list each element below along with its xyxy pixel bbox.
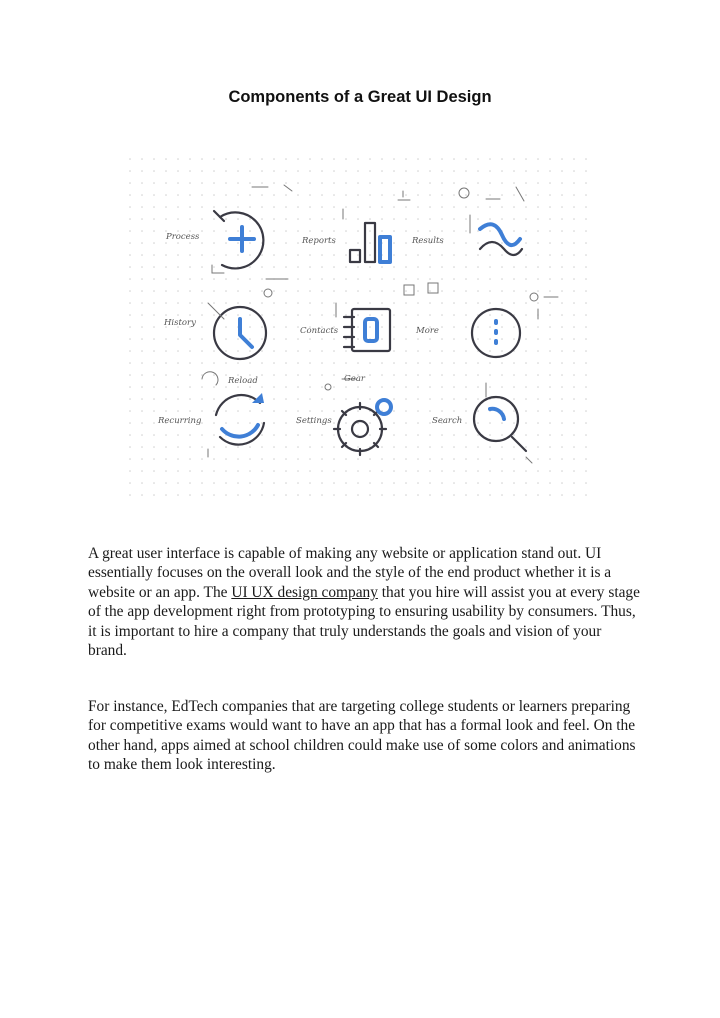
paragraph-intro-text-a: A great user interface is capable of making any website or application stand out. UI essentially focuses on the overall look and the style of the end product whether it is a website or an app. The	[88, 545, 612, 601]
label-contacts: Contacts	[300, 326, 339, 336]
paragraph-intro	[88, 544, 640, 660]
paragraph-edtech-text: For instance, EdTech companies that are targeting college students or learners preparing for competitive exams would want to have an app that has a formal look and feel. On the other hand, apps aimed at school children could make use of some colors and animations to make them look interesting.	[88, 698, 636, 774]
label-search: Search	[432, 416, 463, 426]
label-reload: Reload	[228, 376, 258, 386]
label-history: History	[164, 318, 196, 328]
page-title: Components of a Great UI Design	[228, 88, 492, 106]
label-results: Results	[412, 236, 444, 246]
icon-sketch-figure	[128, 157, 593, 502]
paragraph-edtech	[88, 697, 640, 775]
label-recurring: Recurring	[158, 416, 202, 426]
sketch-canvas	[128, 157, 593, 502]
paragraph-intro-text-b: that you hire will assist you at every stage of the app development right from prototyping to ensuring usability by consumers. Thus, it is important to hire a company that truly understands the goals and vision of your brand.	[88, 583, 640, 660]
label-process: Process	[166, 232, 200, 242]
label-more: More	[416, 326, 439, 336]
label-gear-small: Gear	[344, 374, 365, 384]
label-settings: Settings	[296, 416, 332, 426]
label-reports: Reports	[302, 236, 336, 246]
ui-ux-design-company-link[interactable]: UI UX design company	[231, 583, 378, 601]
